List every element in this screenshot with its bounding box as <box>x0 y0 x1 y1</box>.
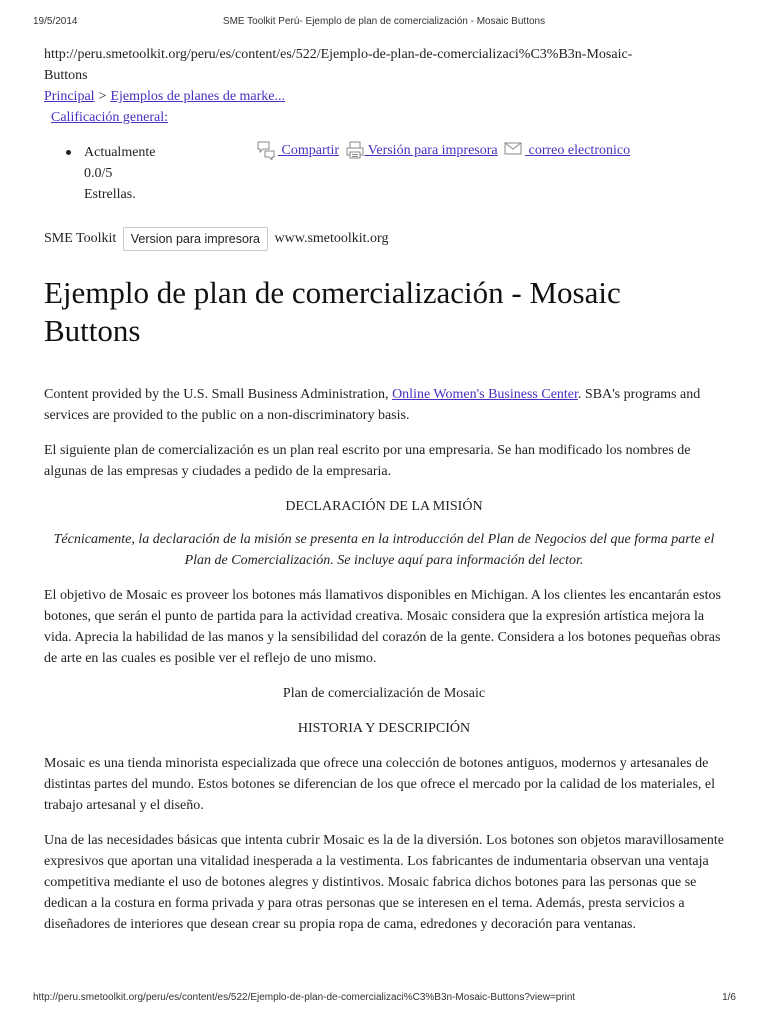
history-paragraph-1: Mosaic es una tienda minorista especializada que ofrece una colección de botones antiguos, modernos y artesanales de distintas partes del mundo. Estos botones se diferencian de los que ofrece el mercado por la calidad de los materiales, el trabajo artesanal y el diseño. <box>44 756 715 813</box>
article-title: Ejemplo de plan de comercialización - Mosaic Buttons <box>44 275 621 348</box>
rating-link[interactable]: Calificación general: <box>51 110 168 125</box>
share-bar <box>256 140 632 161</box>
intro-paragraph <box>44 384 724 426</box>
rating-line-2: 0.0/5 <box>84 166 113 181</box>
rating-value-item <box>44 142 194 205</box>
note-paragraph: El siguiente plan de comercialización es un plan real escrito por una empresaria. Se han modificado los nombres de algunas de las empresas y ciudades a pedido de la empresaria. <box>44 443 691 479</box>
share-link[interactable]: Compartir <box>278 143 340 158</box>
rating-section <box>51 107 724 128</box>
site-name: SME Toolkit <box>44 231 117 246</box>
rating-line-1: Actualmente <box>84 145 156 160</box>
print-version-link[interactable]: Versión para impresora <box>364 143 498 158</box>
speech-bubbles-icon <box>256 140 278 160</box>
page-url-line-1: http://peru.smetoolkit.org/peru/es/content/es/522/Ejemplo-de-plan-de-comercializaci%C3%B3n-Mosaic- <box>44 47 633 62</box>
rating-list <box>44 142 194 205</box>
intro-text-before: Content provided by the U.S. Small Business Administration, <box>44 387 393 402</box>
print-document-title: SME Toolkit Perú- Ejemplo de plan de comercialización - Mosaic Buttons <box>222 16 546 27</box>
intro-text-after: . SBA's programs and services are provided to the public on a non-discriminatory basis. <box>44 387 701 423</box>
breadcrumb-current-link[interactable]: Ejemplos de planes de marke... <box>110 89 286 104</box>
print-footer-url: http://peru.smetoolkit.org/peru/es/content/es/522/Ejemplo-de-plan-de-comercializaci%C3%B3n-Mosaic-Buttons?view=print <box>33 992 576 1003</box>
share-item[interactable] <box>256 140 339 161</box>
page-url <box>44 44 724 86</box>
site-url: www.smetoolkit.org <box>274 231 389 246</box>
history-paragraph-2: Una de las necesidades básicas que intenta cubrir Mosaic es la de la diversión. Los botones son objetos maravillosamente expresivos que aportan una vitalidad inesperada a la vestimenta. Los fabricantes de indumentaria observan una ventaja competitiva mediante el uso de botones alegres y distintivos. Mosaic fabrica dichos botones para las personas que se dedican a la costura en forma privada y para otras personas que se interesen en el tema. Además, presta servicios a diseñadores de interiores que desean crear su propia ropa de cama, edredones y decoración para ventanas. <box>44 833 724 932</box>
print-version-item[interactable] <box>345 140 498 161</box>
mission-paragraph: El objetivo de Mosaic es proveer los botones más llamativos disponibles en Michigan. A los clientes les encantarán estos botones, que serán el punto de partida para la actividad creativa. Mosaic considera que la expresión artística mejora la vida. Aprecia la habilidad de las manos y la sensibilidad del corazón de la gente. Considera a los botones pequeñas obras de arte en las cuales es posible ver el reflejo de uno mismo. <box>44 588 721 666</box>
page-url-line-2: Buttons <box>44 68 88 83</box>
email-item[interactable] <box>503 140 630 161</box>
rating-line-3: Estrellas. <box>84 187 136 202</box>
mission-heading: DECLARACIÓN DE LA MISIÓN <box>285 499 483 514</box>
mission-italic-note: Técnicamente, la declaración de la misión se presenta en la introducción del Plan de Negocios del que forma parte el Plan de Comercialización. Se incluye aquí para información del lector. <box>53 532 715 568</box>
print-toolbar <box>44 226 724 252</box>
owbc-link[interactable]: Online Women's Business Center <box>392 387 578 402</box>
page-content <box>44 44 724 935</box>
printer-icon <box>345 140 365 160</box>
print-page-number: 1/6 <box>722 992 736 1003</box>
breadcrumb <box>44 86 724 107</box>
print-header <box>0 16 768 30</box>
breadcrumb-home-link[interactable]: Principal <box>44 89 95 104</box>
rating-share-row <box>44 142 724 206</box>
print-date: 19/5/2014 <box>33 16 78 27</box>
history-heading: HISTORIA Y DESCRIPCIÓN <box>297 721 471 736</box>
print-version-button[interactable]: Version para impresora <box>123 227 268 251</box>
email-link[interactable]: correo electronico <box>525 143 631 158</box>
plan-heading: Plan de comercialización de Mosaic <box>282 686 486 701</box>
breadcrumb-separator: > <box>98 89 107 104</box>
envelope-icon <box>503 140 525 158</box>
print-footer <box>0 992 768 1006</box>
